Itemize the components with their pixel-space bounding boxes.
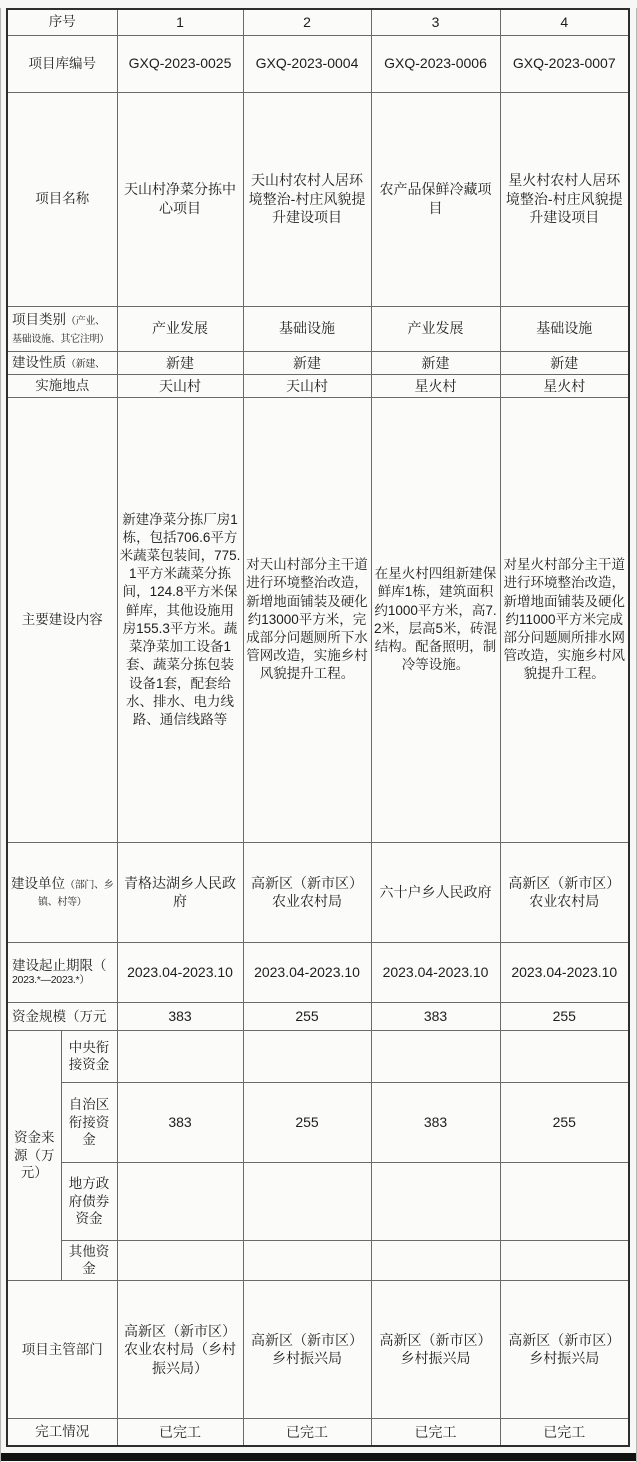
nature-cell-1: 新建 [117, 351, 243, 374]
seq-label: 序号 [7, 9, 117, 35]
period-cell-1: 2023.04-2023.10 [117, 942, 243, 1002]
location-cell-1: 天山村 [117, 374, 243, 397]
funding-region-cell-2: 255 [243, 1082, 371, 1162]
table-row [7, 1280, 629, 1418]
project-id-cell-2: GXQ-2023-0004 [243, 35, 371, 92]
table-row [7, 1162, 629, 1240]
table-row [7, 374, 629, 397]
funding-central-cell-3 [371, 1030, 500, 1082]
content-label: 主要建设内容 [7, 397, 117, 842]
category-cell-2: 基础设施 [243, 306, 371, 351]
table-row [7, 1002, 629, 1030]
content-cell-1: 新建净菜分拣厂房1栋，包括706.6平方米蔬菜包装间，775.1平方米蔬菜分拣间，124.8平方米保鲜库，其他设施用房155.3平方米。蔬菜净菜加工设备1套、蔬菜分拣包装设备1套，配套给水、排水、电力线路、通信线路等 [117, 397, 243, 842]
builder-cell-3: 六十户乡人民政府 [371, 842, 500, 942]
funding-other-cell-2 [243, 1240, 371, 1280]
funding-other-label: 其他资金 [61, 1240, 117, 1280]
category-cell-3: 产业发展 [371, 306, 500, 351]
table-row [7, 1418, 629, 1446]
location-label: 实施地点 [7, 374, 117, 397]
funding-region-cell-3: 383 [371, 1082, 500, 1162]
funding-bond-label: 地方政府债券资金 [61, 1162, 117, 1240]
status-cell-4: 已完工 [500, 1418, 629, 1446]
funding-other-cell-1 [117, 1240, 243, 1280]
funding-region-cell-1: 383 [117, 1082, 243, 1162]
builder-label-main: 建设单位 [11, 875, 65, 891]
authority-cell-2: 高新区（新市区）乡村振兴局 [243, 1280, 371, 1418]
funding-other-cell-3 [371, 1240, 500, 1280]
project-name-cell-3: 农产品保鲜冷藏项目 [371, 92, 500, 306]
builder-label [7, 842, 117, 942]
period-cell-4: 2023.04-2023.10 [500, 942, 629, 1002]
funding-central-cell-2 [243, 1030, 371, 1082]
status-cell-3: 已完工 [371, 1418, 500, 1446]
builder-cell-1: 青格达湖乡人民政府 [117, 842, 243, 942]
content-cell-3: 在星火村四组新建保鲜库1栋，建筑面积约1000平方米，高7.2米，层高5米，砖混结构。配备照明，制冷等设施。 [371, 397, 500, 842]
period-label-note: 2023.*—2023.*） [12, 974, 90, 987]
funding-bond-cell-1 [117, 1162, 243, 1240]
nature-label [7, 351, 117, 374]
funding-region-label: 自治区衔接资金 [61, 1082, 117, 1162]
funding-region-cell-4: 255 [500, 1082, 629, 1162]
table-row [7, 1030, 629, 1082]
table-row [7, 306, 629, 351]
period-label-main: 建设起止期限（ [12, 957, 107, 973]
scale-cell-1: 383 [117, 1002, 243, 1030]
project-id-cell-3: GXQ-2023-0006 [371, 35, 500, 92]
table-row [7, 351, 629, 374]
project-id-label: 项目库编号 [7, 35, 117, 92]
project-name-cell-4: 星火村农村人居环境整治-村庄风貌提升建设项目 [500, 92, 629, 306]
table-row [7, 397, 629, 842]
funding-central-cell-1 [117, 1030, 243, 1082]
status-cell-2: 已完工 [243, 1418, 371, 1446]
scanned-project-table-page [0, 8, 637, 1462]
status-cell-1: 已完工 [117, 1418, 243, 1446]
nature-label-main: 建设性质 [12, 354, 66, 370]
funding-central-label: 中央衔接资金 [61, 1030, 117, 1082]
funding-bond-cell-3 [371, 1162, 500, 1240]
table-row [7, 1240, 629, 1280]
table-row [7, 1082, 629, 1162]
funding-bond-cell-2 [243, 1162, 371, 1240]
seq-cell-4: 4 [500, 9, 629, 35]
table-row [7, 842, 629, 942]
project-name-cell-1: 天山村净菜分拣中心项目 [117, 92, 243, 306]
project-name-label: 项目名称 [7, 92, 117, 306]
table-row [7, 35, 629, 92]
seq-cell-2: 2 [243, 9, 371, 35]
scan-edge-bar [1, 1453, 636, 1461]
funding-bond-cell-4 [500, 1162, 629, 1240]
scale-label: 资金规模（万元 [7, 1002, 117, 1030]
seq-cell-1: 1 [117, 9, 243, 35]
nature-cell-3: 新建 [371, 351, 500, 374]
authority-cell-4: 高新区（新市区）乡村振兴局 [500, 1280, 629, 1418]
builder-label-note: （部门、乡镇、村等） [38, 879, 114, 909]
period-cell-2: 2023.04-2023.10 [243, 942, 371, 1002]
table-row [7, 92, 629, 306]
nature-label-note: （新建、 [66, 358, 105, 370]
location-cell-3: 星火村 [371, 374, 500, 397]
scale-cell-2: 255 [243, 1002, 371, 1030]
funding-group-label: 资金来源（万元） [7, 1030, 61, 1280]
category-cell-1: 产业发展 [117, 306, 243, 351]
category-label [7, 306, 117, 351]
authority-label: 项目主管部门 [7, 1280, 117, 1418]
project-info-table [6, 8, 630, 1447]
nature-cell-2: 新建 [243, 351, 371, 374]
content-cell-2: 对天山村部分主干道进行环境整治改造，新增地面铺装及硬化约13000平方米，完成部分问题厕所下水管网改造，实施乡村风貌提升工程。 [243, 397, 371, 842]
funding-central-cell-4 [500, 1030, 629, 1082]
builder-cell-2: 高新区（新市区）农业农村局 [243, 842, 371, 942]
location-cell-4: 星火村 [500, 374, 629, 397]
category-label-note: （产业、基础设施、其它注明） [12, 315, 109, 345]
scale-cell-4: 255 [500, 1002, 629, 1030]
period-cell-3: 2023.04-2023.10 [371, 942, 500, 1002]
authority-cell-3: 高新区（新市区）乡村振兴局 [371, 1280, 500, 1418]
project-name-cell-2: 天山村农村人居环境整治-村庄风貌提升建设项目 [243, 92, 371, 306]
table-row [7, 9, 629, 35]
category-cell-4: 基础设施 [500, 306, 629, 351]
builder-cell-4: 高新区（新市区）农业农村局 [500, 842, 629, 942]
status-label: 完工情况 [7, 1418, 117, 1446]
content-cell-4: 对星火村部分主干道进行环境整治改造，新增地面铺装及硬化约11000平方米完成部分问题厕所排水网管改造，实施乡村风貌提升工程。 [500, 397, 629, 842]
project-id-cell-1: GXQ-2023-0025 [117, 35, 243, 92]
project-id-cell-4: GXQ-2023-0007 [500, 35, 629, 92]
category-label-main: 项目类别 [12, 311, 66, 327]
nature-cell-4: 新建 [500, 351, 629, 374]
funding-other-cell-4 [500, 1240, 629, 1280]
seq-cell-3: 3 [371, 9, 500, 35]
period-label [7, 942, 117, 1002]
location-cell-2: 天山村 [243, 374, 371, 397]
scale-cell-3: 383 [371, 1002, 500, 1030]
authority-cell-1: 高新区（新市区）农业农村局（乡村振兴局） [117, 1280, 243, 1418]
table-row [7, 942, 629, 1002]
